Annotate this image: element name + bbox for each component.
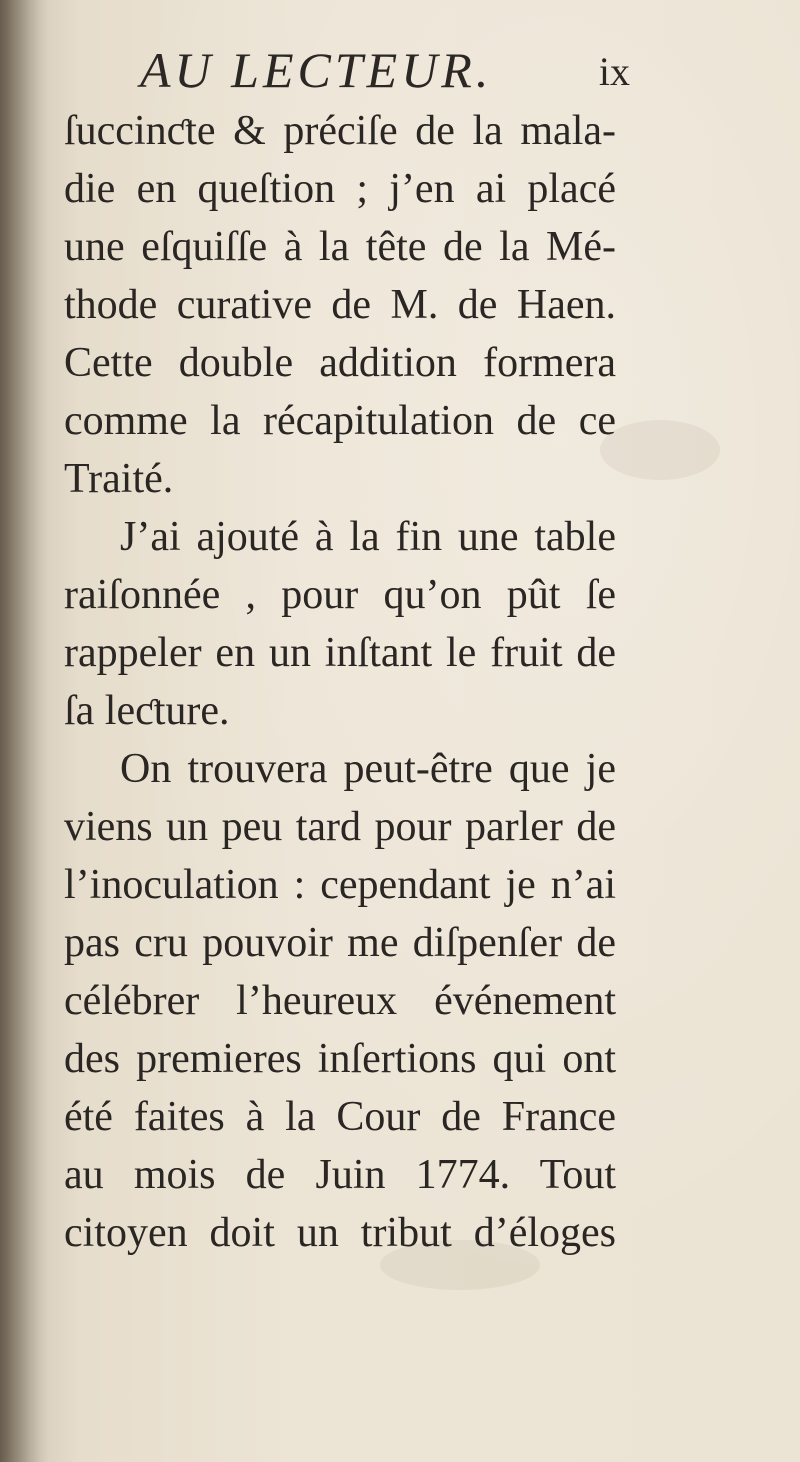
text-line: une eſquiſſe à la tête de la Mé- xyxy=(64,224,616,270)
text-line: célébrer l’heureux événement xyxy=(64,978,616,1024)
text-line: des premieres inſertions qui ont xyxy=(64,1036,616,1082)
text-line: pas cru pouvoir me diſpenſer de xyxy=(64,920,616,966)
text-line: citoyen doit un tribut d’éloges xyxy=(64,1210,616,1256)
text-line: On trouvera peut-être que je xyxy=(120,746,616,792)
text-line: thode curative de M. de Haen. xyxy=(64,282,616,328)
page-number: ix xyxy=(598,49,630,94)
text-line: été faites à la Cour de France xyxy=(64,1094,616,1140)
text-line: viens un peu tard pour parler de xyxy=(64,804,616,850)
gutter-shadow xyxy=(0,0,48,1462)
text-line: Cette double addition formera xyxy=(64,340,616,386)
paper-stain xyxy=(600,420,720,480)
body-text xyxy=(64,102,616,1262)
text-line: raiſonnée , pour qu’on pût ſe xyxy=(64,572,616,618)
page-header xyxy=(140,40,630,100)
text-line: Traité. xyxy=(64,456,174,502)
text-line: J’ai ajouté à la fin une table xyxy=(120,514,616,560)
text-line: ſa leƈture. xyxy=(64,688,230,734)
text-line: rappeler en un inſtant le fruit de xyxy=(64,630,616,676)
text-line: au mois de Juin 1774. Tout xyxy=(64,1152,616,1198)
running-head: AU LECTEUR. xyxy=(140,42,493,98)
text-line: ſuccinƈte & préciſe de la mala- xyxy=(64,108,616,154)
text-line: die en queſtion ; j’en ai placé xyxy=(64,166,616,212)
text-line: comme la récapitulation de ce xyxy=(64,398,616,444)
text-line: l’inoculation : cependant je n’ai xyxy=(64,862,616,908)
